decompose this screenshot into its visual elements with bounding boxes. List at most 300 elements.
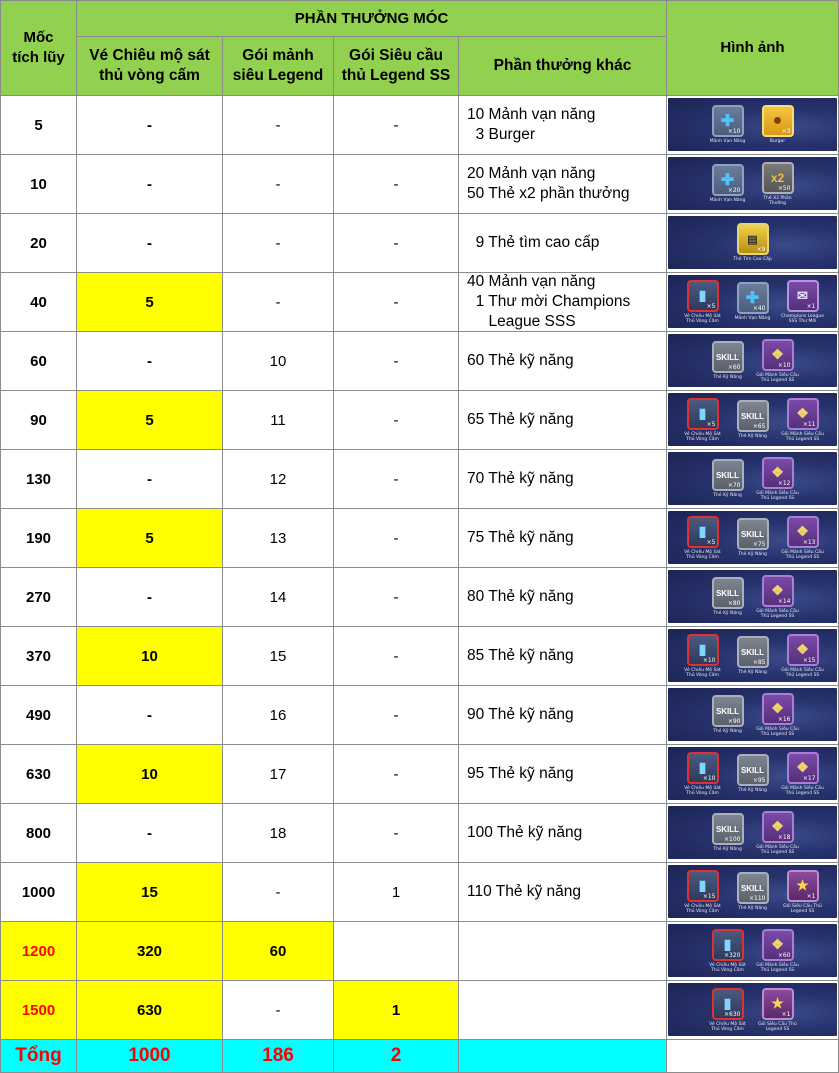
other-reward-text: 9 Thẻ tìm cao cấp (467, 234, 600, 251)
icon-glyph: SKILL (740, 765, 765, 775)
reward-item (756, 811, 800, 855)
reward-caption: Gói Mảnh Siêu Cầu Thủ Legend SS (756, 844, 799, 855)
goi-sieu-cau-thu-cell: 1 (334, 863, 459, 922)
reward-quantity: ×100 (724, 836, 741, 843)
ve-chieu-mo-cell: - (77, 96, 223, 155)
skill-card-icon (737, 754, 769, 786)
skill-card-icon (737, 636, 769, 668)
goi-sieu-cau-thu-cell (334, 922, 459, 981)
reward-item (731, 636, 775, 675)
reward-caption: Burger (769, 139, 786, 144)
milestone-cell: 630 (0, 745, 77, 804)
icon-glyph: ✚ (720, 172, 735, 189)
icon-glyph: ▮ (698, 287, 707, 303)
reward-caption: Vé Chiêu Mộ Sát Thủ Vòng Cấm (684, 667, 721, 678)
reward-item (756, 162, 800, 206)
goi-manh-cell: 16 (223, 686, 334, 745)
icon-glyph: ✚ (745, 290, 760, 307)
other-reward-cell (459, 450, 667, 509)
reward-image-panel (668, 452, 837, 505)
icon-glyph: ▮ (723, 936, 732, 952)
total-image-empty (667, 1040, 839, 1073)
reward-caption: Vé Chiêu Mộ Sát Thủ Vòng Cấm (709, 1021, 746, 1032)
ticket-icon (687, 280, 719, 312)
reward-image-cell (667, 509, 839, 568)
icon-glyph: SKILL (740, 883, 765, 893)
goi-sieu-cau-thu-cell: - (334, 96, 459, 155)
reward-quantity: ×10 (777, 361, 791, 369)
icon-glyph: SKILL (740, 411, 765, 421)
ve-chieu-mo-cell: 10 (77, 627, 223, 686)
header-goi-sieu-cau-thu (334, 37, 459, 96)
reward-quantity: ×3 (781, 128, 791, 135)
reward-quantity: ×80 (727, 600, 741, 607)
reward-caption: Mảnh Vạn Năng (734, 316, 771, 321)
reward-caption: Gói Mảnh Siêu Cầu Thủ Legend SS (756, 372, 799, 383)
header-ve-label: Vé Chiêu mộ sát thủ vòng cấm (89, 47, 210, 84)
reward-caption: Gói Mảnh Siêu Cầu Thủ Legend SS (756, 726, 799, 737)
skill-card-icon (737, 400, 769, 432)
other-reward-cell (459, 686, 667, 745)
reward-item (756, 693, 800, 737)
reward-image-panel (668, 98, 837, 151)
reward-caption: Gói Mảnh Siêu Cầu Thủ Legend SS (756, 490, 799, 501)
icon-glyph: ● (772, 112, 783, 129)
reward-image-panel (668, 157, 837, 210)
reward-image-panel (668, 334, 837, 387)
reward-quantity: ×10 (727, 128, 741, 135)
header-hinh-anh: Hình ảnh (667, 0, 839, 96)
reward-image-cell (667, 214, 839, 273)
goi-manh-cell: 17 (223, 745, 334, 804)
reward-item (781, 516, 825, 560)
milestone-cell: 130 (0, 450, 77, 509)
reward-quantity: ×110 (749, 895, 766, 902)
icon-glyph: SKILL (715, 588, 740, 598)
icon-glyph: ▮ (698, 759, 707, 775)
icon-glyph: x2 (770, 170, 785, 185)
reward-item (706, 105, 750, 144)
icon-glyph: ▮ (698, 641, 707, 657)
reward-caption: Vé Chiêu Mộ Sát Thủ Vòng Cấm (684, 903, 721, 914)
goi-manh-cell: 60 (223, 922, 334, 981)
reward-image-cell (667, 922, 839, 981)
goi-sieu-cau-thu-cell: - (334, 686, 459, 745)
ve-chieu-mo-cell: 5 (77, 509, 223, 568)
goi-sieu-cau-thu-cell: - (334, 332, 459, 391)
legend-pack-icon (787, 516, 819, 548)
milestone-cell: 40 (0, 273, 77, 332)
reward-quantity: ×630 (724, 1010, 741, 1018)
icon-glyph: ❖ (771, 936, 784, 952)
header-goi-manh-label: Gói mảnh siêu Legend (232, 47, 324, 84)
reward-caption: Thẻ Kỹ Năng (738, 434, 767, 439)
goi-sieu-cau-thu-cell: - (334, 391, 459, 450)
legend-pack-icon (787, 398, 819, 430)
reward-quantity: ×16 (777, 715, 791, 723)
reward-image-cell (667, 981, 839, 1040)
goi-sieu-cau-thu-cell: - (334, 450, 459, 509)
reward-item (756, 339, 800, 383)
ve-chieu-mo-cell: 630 (77, 981, 223, 1040)
icon-glyph: ✚ (720, 113, 735, 130)
puzzle-icon (712, 164, 744, 196)
other-reward-text: 70 Thẻ kỹ năng (467, 470, 574, 487)
reward-item (706, 164, 750, 203)
reward-quantity: ×1 (781, 1010, 791, 1018)
reward-item (706, 577, 750, 616)
ticket-icon (712, 929, 744, 961)
reward-caption: Thẻ Kỹ Năng (738, 788, 767, 793)
other-reward-text: 95 Thẻ kỹ năng (467, 765, 574, 782)
skill-card-icon (737, 872, 769, 904)
burger-icon (762, 105, 794, 137)
icon-glyph: ▮ (698, 405, 707, 421)
reward-image-panel (668, 393, 837, 446)
reward-image-cell (667, 627, 839, 686)
reward-image-cell (667, 568, 839, 627)
ve-chieu-mo-cell: - (77, 568, 223, 627)
total-other-empty (459, 1040, 667, 1073)
goi-manh-cell: 18 (223, 804, 334, 863)
milestone-cell: 800 (0, 804, 77, 863)
reward-image-cell (667, 155, 839, 214)
icon-glyph: ❖ (796, 759, 809, 775)
goi-manh-cell: 11 (223, 391, 334, 450)
icon-glyph: ▮ (698, 523, 707, 539)
ve-chieu-mo-cell: - (77, 214, 223, 273)
reward-quantity: ×12 (777, 479, 791, 487)
reward-quantity: ×20 (727, 187, 741, 194)
milestone-cell: 90 (0, 391, 77, 450)
goi-sieu-cau-thu-cell: - (334, 155, 459, 214)
reward-item (681, 634, 725, 678)
other-reward-cell (459, 568, 667, 627)
goi-sieu-cau-thu-cell: - (334, 804, 459, 863)
reward-caption: Gói Mảnh Siêu Cầu Thủ Legend SS (781, 549, 824, 560)
milestone-cell: 10 (0, 155, 77, 214)
reward-image-panel (668, 629, 837, 682)
reward-caption: Gói Mảnh Siêu Cầu Thủ Legend SS (756, 962, 799, 973)
other-reward-text: 90 Thẻ kỹ năng (467, 706, 574, 723)
reward-quantity: ×15 (702, 892, 716, 900)
other-reward-text: 85 Thẻ kỹ năng (467, 647, 574, 664)
milestone-cell: 270 (0, 568, 77, 627)
reward-item (756, 929, 800, 973)
reward-quantity: ×14 (777, 597, 791, 605)
icon-glyph: ▤ (747, 233, 758, 246)
other-reward-cell (459, 922, 667, 981)
reward-item (706, 813, 750, 852)
icon-glyph: ❖ (796, 405, 809, 421)
ve-chieu-mo-cell: - (77, 686, 223, 745)
reward-caption: Champions League SSS Thư Mời (780, 313, 825, 324)
reward-caption: Thẻ Kỹ Năng (738, 906, 767, 911)
milestone-cell: 1200 (0, 922, 77, 981)
other-reward-text: 20 Mảnh vạn năng 50 Thẻ x2 phần thưởng (467, 165, 630, 202)
icon-glyph: ★ (771, 995, 784, 1011)
icon-glyph: SKILL (715, 706, 740, 716)
ve-chieu-mo-cell: 15 (77, 863, 223, 922)
reward-image-cell (667, 391, 839, 450)
other-reward-cell (459, 804, 667, 863)
goi-manh-cell: - (223, 863, 334, 922)
milestone-cell: 490 (0, 686, 77, 745)
milestone-cell: 1500 (0, 981, 77, 1040)
goi-sieu-cau-thu-cell: - (334, 509, 459, 568)
reward-item (731, 400, 775, 439)
reward-caption: Vé Chiêu Mộ Sát Thủ Vòng Cấm (709, 962, 746, 973)
reward-item (731, 282, 775, 321)
goi-sieu-cau-thu-cell: - (334, 745, 459, 804)
reward-caption: Mảnh Vạn Năng (709, 139, 746, 144)
reward-quantity: ×60 (777, 951, 791, 959)
reward-caption: Mảnh Vạn Năng (709, 198, 746, 203)
ve-chieu-mo-cell: 5 (77, 391, 223, 450)
goi-manh-cell: 15 (223, 627, 334, 686)
goi-sieu-cau-thu-cell: - (334, 568, 459, 627)
goi-manh-cell: - (223, 155, 334, 214)
icon-glyph: ▮ (723, 995, 732, 1011)
reward-quantity: ×50 (777, 184, 791, 192)
reward-image-panel (668, 275, 837, 328)
header-goi-sieu-label: Gói Siêu cầu thủ Legend SS (341, 47, 451, 84)
reward-item (706, 988, 750, 1032)
header-moc-tich-luy (0, 0, 77, 96)
ticket-icon (687, 870, 719, 902)
legend-pack-icon (762, 339, 794, 371)
reward-quantity: ×85 (752, 659, 766, 666)
reward-caption: Gói Mảnh Siêu Cầu Thủ Legend SS (781, 785, 824, 796)
legend-pack-icon (762, 929, 794, 961)
ve-chieu-mo-cell: - (77, 332, 223, 391)
reward-caption: Thẻ Kỹ Năng (738, 552, 767, 557)
reward-caption: Vé Chiêu Mộ Sát Thủ Vòng Cấm (684, 431, 721, 442)
reward-caption: Thẻ Kỹ Năng (713, 611, 742, 616)
icon-glyph: SKILL (740, 529, 765, 539)
milestone-cell: 1000 (0, 863, 77, 922)
reward-quantity: ×11 (802, 420, 816, 428)
ve-chieu-mo-cell: - (77, 804, 223, 863)
reward-item (706, 695, 750, 734)
reward-item (681, 516, 725, 560)
other-reward-cell (459, 745, 667, 804)
skill-card-icon (737, 518, 769, 550)
reward-quantity: ×13 (802, 538, 816, 546)
reward-item (706, 929, 750, 973)
other-reward-cell (459, 332, 667, 391)
ve-chieu-mo-cell: - (77, 450, 223, 509)
skill-card-icon (712, 695, 744, 727)
reward-image-panel (668, 806, 837, 859)
reward-item (731, 872, 775, 911)
reward-quantity: ×320 (724, 951, 741, 959)
legend-player-pack-icon (787, 870, 819, 902)
goi-sieu-cau-thu-cell: - (334, 214, 459, 273)
goi-manh-cell: - (223, 214, 334, 273)
reward-quantity: ×40 (752, 305, 766, 312)
puzzle-icon (737, 282, 769, 314)
reward-quantity: ×1 (806, 892, 816, 900)
reward-image-cell (667, 745, 839, 804)
other-reward-text: 60 Thẻ kỹ năng (467, 352, 574, 369)
reward-image-cell (667, 450, 839, 509)
scout-card-icon (737, 223, 769, 255)
reward-caption: Gói Mảnh Siêu Cầu Thủ Legend SS (756, 608, 799, 619)
icon-glyph: SKILL (715, 470, 740, 480)
reward-quantity: ×95 (752, 777, 766, 784)
ve-chieu-mo-cell: - (77, 155, 223, 214)
reward-caption: Thẻ X2 Phần Thưởng (763, 195, 792, 206)
reward-quantity: ×1 (806, 302, 816, 310)
reward-item (731, 518, 775, 557)
milestone-cell: 5 (0, 96, 77, 155)
header-ve-chieu-mo (77, 37, 223, 96)
icon-glyph: ❖ (771, 582, 784, 598)
icon-glyph: ❖ (771, 464, 784, 480)
reward-quantity: ×75 (752, 541, 766, 548)
reward-image-panel (668, 688, 837, 741)
reward-image-panel (668, 511, 837, 564)
reward-item (781, 752, 825, 796)
other-reward-text: 65 Thẻ kỹ năng (467, 411, 574, 428)
goi-manh-cell: 10 (223, 332, 334, 391)
reward-caption: Gói Siêu Cầu Thủ Legend SS (783, 903, 822, 914)
other-reward-text: 100 Thẻ kỹ năng (467, 824, 583, 841)
skill-card-icon (712, 459, 744, 491)
goi-manh-cell: - (223, 273, 334, 332)
skill-card-icon (712, 577, 744, 609)
legend-player-pack-icon (762, 988, 794, 1020)
puzzle-icon (712, 105, 744, 137)
icon-glyph: ✉ (797, 287, 808, 303)
other-reward-text: 80 Thẻ kỹ năng (467, 588, 574, 605)
reward-image-cell (667, 863, 839, 922)
other-reward-text: 75 Thẻ kỹ năng (467, 529, 574, 546)
reward-image-cell (667, 686, 839, 745)
reward-image-panel (668, 983, 837, 1036)
other-reward-cell (459, 509, 667, 568)
reward-item (731, 754, 775, 793)
header-phan-thuong-khac: Phần thưởng khác (459, 37, 667, 96)
icon-glyph: SKILL (740, 647, 765, 657)
goi-manh-cell: 13 (223, 509, 334, 568)
other-reward-cell (459, 981, 667, 1040)
icon-glyph: ❖ (771, 700, 784, 716)
icon-glyph: ▮ (698, 877, 707, 893)
legend-pack-icon (787, 634, 819, 666)
ve-chieu-mo-cell: 10 (77, 745, 223, 804)
legend-pack-icon (762, 811, 794, 843)
total-ve-chieu-mo: 1000 (77, 1040, 223, 1073)
reward-image-cell (667, 804, 839, 863)
ve-chieu-mo-cell: 5 (77, 273, 223, 332)
reward-quantity: ×90 (727, 718, 741, 725)
reward-quantity: ×5 (706, 538, 716, 546)
ticket-icon (687, 752, 719, 784)
reward-quantity: ×60 (727, 364, 741, 371)
legend-pack-icon (762, 457, 794, 489)
reward-image-panel (668, 216, 837, 269)
invitation-icon (787, 280, 819, 312)
milestone-cell: 20 (0, 214, 77, 273)
reward-quantity: ×10 (702, 656, 716, 664)
reward-quantity: ×70 (727, 482, 741, 489)
reward-quantity: ×5 (706, 302, 716, 310)
reward-caption: Vé Chiêu Mộ Sát Thủ Vòng Cấm (684, 785, 721, 796)
other-reward-cell (459, 863, 667, 922)
other-reward-cell (459, 214, 667, 273)
reward-item (756, 105, 800, 144)
reward-caption: Thẻ Tìm Cao Cấp (733, 257, 772, 262)
reward-item (681, 398, 725, 442)
other-reward-text: 110 Thẻ kỹ năng (467, 883, 582, 900)
icon-glyph: ❖ (796, 523, 809, 539)
goi-manh-cell: - (223, 96, 334, 155)
reward-caption: Thẻ Kỹ Năng (713, 729, 742, 734)
total-goi-sieu-cau-thu: 2 (334, 1040, 459, 1073)
reward-quantity: ×9 (756, 246, 766, 253)
legend-pack-icon (762, 575, 794, 607)
other-reward-cell (459, 273, 667, 332)
reward-caption: Vé Chiêu Mộ Sát Thủ Vòng Cấm (684, 313, 721, 324)
other-reward-cell (459, 391, 667, 450)
reward-quantity: ×17 (802, 774, 816, 782)
reward-caption: Thẻ Kỹ Năng (738, 670, 767, 675)
skill-card-icon (712, 813, 744, 845)
reward-item (756, 988, 800, 1032)
reward-caption: Thẻ Kỹ Năng (713, 375, 742, 380)
goi-sieu-cau-thu-cell: 1 (334, 981, 459, 1040)
reward-quantity: ×15 (802, 656, 816, 664)
icon-glyph: SKILL (715, 824, 740, 834)
reward-image-panel (668, 747, 837, 800)
ve-chieu-mo-cell: 320 (77, 922, 223, 981)
goi-manh-cell: 12 (223, 450, 334, 509)
reward-caption: Vé Chiêu Mộ Sát Thủ Vòng Cấm (684, 549, 721, 560)
reward-quantity: ×10 (702, 774, 716, 782)
x2-card-icon (762, 162, 794, 194)
reward-item (706, 341, 750, 380)
goi-sieu-cau-thu-cell: - (334, 273, 459, 332)
milestone-cell: 190 (0, 509, 77, 568)
reward-image-panel (668, 924, 837, 977)
reward-item (781, 634, 825, 678)
other-reward-cell (459, 627, 667, 686)
reward-item (781, 398, 825, 442)
goi-sieu-cau-thu-cell: - (334, 627, 459, 686)
icon-glyph: ❖ (771, 818, 784, 834)
other-reward-cell (459, 155, 667, 214)
reward-caption: Gói Mảnh Siêu Cầu Thủ Legend SS (781, 431, 824, 442)
other-reward-text: 10 Mảnh vạn năng 3 Burger (467, 106, 596, 143)
legend-pack-icon (787, 752, 819, 784)
header-group-title: PHẦN THƯỞNG MÓC (77, 0, 667, 37)
reward-image-cell (667, 273, 839, 332)
ticket-icon (687, 634, 719, 666)
reward-image-cell (667, 332, 839, 391)
reward-item (681, 280, 725, 324)
legend-pack-icon (762, 693, 794, 725)
milestone-cell: 370 (0, 627, 77, 686)
reward-item (681, 870, 725, 914)
icon-glyph: ★ (796, 877, 809, 893)
reward-item (756, 575, 800, 619)
icon-glyph: ❖ (796, 641, 809, 657)
other-reward-cell (459, 96, 667, 155)
goi-manh-cell: - (223, 981, 334, 1040)
reward-caption: Gói Mảnh Siêu Cầu Thủ Legend SS (781, 667, 824, 678)
